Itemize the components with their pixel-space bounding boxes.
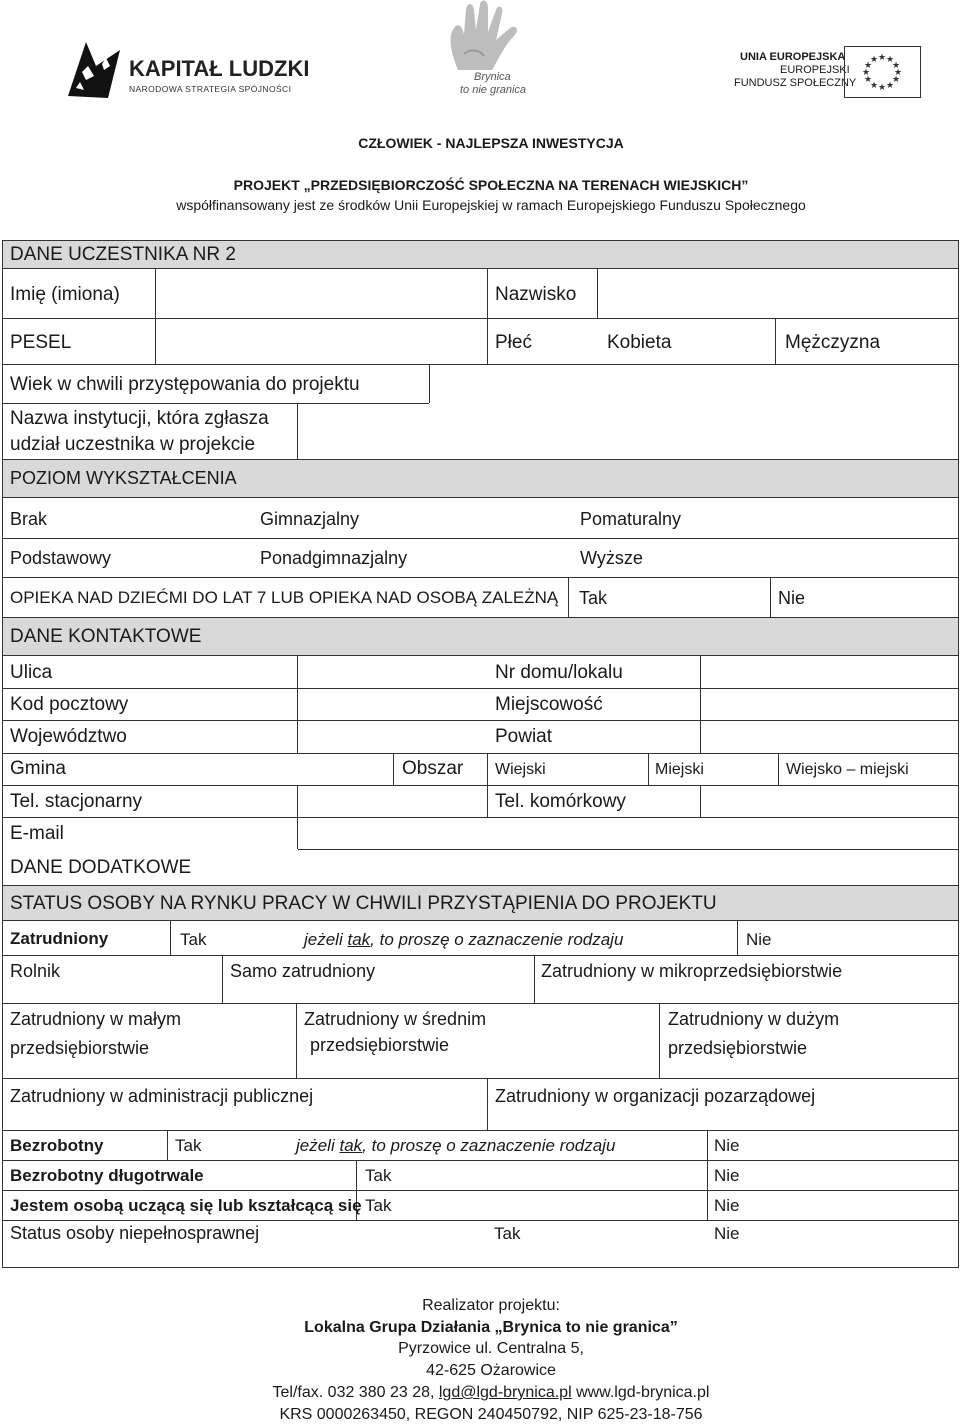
edu-postsecondary-option[interactable]: Pomaturalny bbox=[580, 509, 682, 529]
area-mixed-option[interactable]: Wiejsko – miejski bbox=[786, 761, 909, 778]
city-field[interactable] bbox=[702, 690, 956, 719]
voivodeship-label: Województwo bbox=[10, 726, 127, 747]
svg-text:★: ★ bbox=[877, 53, 887, 63]
logo-center-line1: Brynica bbox=[474, 71, 511, 83]
footer-line1: Realizator projektu: bbox=[422, 1297, 560, 1314]
voivodeship-field[interactable] bbox=[299, 722, 485, 752]
disabled-label: Status osoby niepełnosprawnej bbox=[10, 1223, 260, 1243]
institution-label-1: Nazwa instytucji, która zgłasza bbox=[10, 408, 269, 429]
svg-text:★: ★ bbox=[863, 75, 873, 85]
project-title: PROJEKT „PRZEDSIĘBIORCZOŚĆ SPOŁECZNA NA TERENACH WIEJSKICH” bbox=[233, 177, 749, 193]
house-no-field[interactable] bbox=[702, 657, 956, 687]
status-header: STATUS OSOBY NA RYNKU PRACY W CHWILI PRZYSTĄPIENIA DO PROJEKTU bbox=[10, 893, 717, 914]
area-rural-option[interactable]: Wiejski bbox=[495, 761, 546, 778]
city-label: Miejscowość bbox=[495, 694, 603, 715]
unemployed-yes-option[interactable]: Tak bbox=[175, 1136, 202, 1155]
first-name-label: Imię (imiona) bbox=[10, 284, 120, 305]
learning-label: Jestem osobą uczącą się lub kształcącą się bbox=[10, 1196, 362, 1215]
phone-label: Tel. stacjonarny bbox=[10, 791, 143, 812]
county-label: Powiat bbox=[495, 726, 553, 747]
cofinanced-note: współfinansowany jest ze środków Unii Europejskiej w ramach Europejskiego Funduszu Społecznego bbox=[176, 197, 806, 213]
logo-left-sub: NARODOWA STRATEGIA SPÓJNOŚCI bbox=[129, 84, 292, 94]
logo-left-name: KAPITAŁ LUDZKI bbox=[129, 56, 310, 81]
edu-none-option[interactable]: Brak bbox=[10, 509, 48, 529]
section-participant: DANE UCZESTNIKA NR 2 bbox=[10, 244, 236, 265]
care-label: OPIEKA NAD DZIEĆMI DO LAT 7 LUB OPIEKA NAD OSOBĄ ZALEŻNĄ bbox=[10, 588, 559, 607]
county-field[interactable] bbox=[702, 722, 956, 752]
footer-www[interactable]: www.lgd-brynica.pl bbox=[571, 1384, 710, 1401]
sex-male-option[interactable]: Mężczyzna bbox=[785, 332, 881, 353]
svg-text:★: ★ bbox=[869, 81, 879, 91]
logo-center-line2: to nie granica bbox=[460, 84, 527, 96]
disabled-yes-option[interactable]: Tak bbox=[494, 1224, 521, 1243]
unemployed-if-note: jeżeli tak, to proszę o zaznaczenie rodzaju bbox=[296, 1136, 616, 1155]
logo-right-line2: EUROPEJSKI bbox=[780, 64, 850, 76]
street-field[interactable] bbox=[299, 657, 485, 687]
svg-text:★: ★ bbox=[861, 68, 871, 78]
employed-if-note: jeżeli tak, to proszę o zaznaczenie rodzaju bbox=[304, 930, 624, 949]
age-field[interactable] bbox=[431, 366, 956, 402]
learning-yes-option[interactable]: Tak bbox=[365, 1196, 392, 1215]
small-option-line2[interactable]: przedsiębiorstwie bbox=[10, 1038, 150, 1058]
footer-email-link[interactable]: lgd@lgd-brynica.pl bbox=[438, 1384, 572, 1401]
postal-code-label: Kod pocztowy bbox=[10, 694, 129, 715]
employed-label: Zatrudniony bbox=[10, 929, 109, 948]
employed-yes-option[interactable]: Tak bbox=[180, 930, 207, 949]
public-admin-option[interactable]: Zatrudniony w administracji publicznej bbox=[10, 1086, 314, 1106]
care-yes-option[interactable]: Tak bbox=[579, 588, 608, 608]
large-option-line2[interactable]: przedsiębiorstwie bbox=[668, 1038, 808, 1058]
medium-option-line2[interactable]: przedsiębiorstwie bbox=[310, 1035, 450, 1055]
edu-upper-secondary-option[interactable]: Ponadgimnazjalny bbox=[260, 548, 408, 568]
motto: CZŁOWIEK - NAJLEPSZA INWESTYCJA bbox=[358, 135, 624, 151]
long-unemployed-yes-option[interactable]: Tak bbox=[365, 1166, 392, 1185]
institution-field[interactable] bbox=[299, 405, 956, 457]
postal-code-field[interactable] bbox=[299, 690, 485, 719]
section-contact: DANE KONTAKTOWE bbox=[10, 626, 202, 647]
pesel-field[interactable] bbox=[157, 320, 485, 362]
commune-label: Gmina bbox=[10, 758, 66, 779]
footer-line2: Lokalna Grupa Działania „Brynica to nie granica” bbox=[304, 1319, 678, 1336]
footer-line5 bbox=[0, 1385, 960, 1401]
first-name-field[interactable] bbox=[157, 270, 485, 316]
education-label: POZIOM WYKSZTAŁCENIA bbox=[10, 468, 237, 488]
mobile-field[interactable] bbox=[702, 787, 956, 816]
disabled-no-option[interactable]: Nie bbox=[714, 1224, 740, 1243]
svg-text:★: ★ bbox=[885, 81, 895, 91]
long-unemployed-label: Bezrobotny długotrwale bbox=[10, 1166, 204, 1185]
sex-female-option[interactable]: Kobieta bbox=[607, 332, 672, 353]
medium-option-line1[interactable]: Zatrudniony w średnim bbox=[304, 1009, 487, 1029]
last-name-label: Nazwisko bbox=[495, 284, 577, 305]
micro-option[interactable]: Zatrudniony w mikroprzedsiębiorstwie bbox=[541, 961, 843, 981]
last-name-field[interactable] bbox=[599, 270, 956, 316]
area-urban-option[interactable]: Miejski bbox=[655, 761, 704, 778]
sex-label: Płeć bbox=[495, 332, 532, 353]
learning-no-option[interactable]: Nie bbox=[714, 1196, 740, 1215]
footer-tel: Tel/fax. 032 380 23 28, bbox=[272, 1384, 439, 1401]
logo-right-line3: FUNDUSZ SPOŁECZNY bbox=[734, 77, 857, 89]
svg-text:★: ★ bbox=[891, 75, 901, 85]
street-label: Ulica bbox=[10, 662, 53, 683]
unemployed-no-option[interactable]: Nie bbox=[714, 1136, 740, 1155]
self-employed-option[interactable]: Samo zatrudniony bbox=[230, 961, 376, 981]
footer-line6: KRS 0000263450, REGON 240450792, NIP 625-23-18-756 bbox=[279, 1406, 703, 1423]
edu-gymnasium-option[interactable]: Gimnazjalny bbox=[260, 509, 360, 529]
edu-higher-option[interactable]: Wyższe bbox=[580, 548, 643, 568]
svg-text:★: ★ bbox=[863, 61, 873, 71]
commune-field[interactable] bbox=[120, 755, 390, 784]
institution-label-2: udział uczestnika w projekcie bbox=[10, 434, 256, 455]
pesel-label: PESEL bbox=[10, 332, 72, 353]
care-no-option[interactable]: Nie bbox=[778, 588, 806, 608]
logo-right-line1: UNIA EUROPEJSKA bbox=[740, 51, 846, 63]
area-label: Obszar bbox=[402, 758, 464, 779]
svg-text:★: ★ bbox=[893, 68, 903, 78]
edu-primary-option[interactable]: Podstawowy bbox=[10, 548, 112, 568]
employed-no-option[interactable]: Nie bbox=[746, 930, 772, 949]
long-unemployed-no-option[interactable]: Nie bbox=[714, 1166, 740, 1185]
email-label: E-mail bbox=[10, 823, 64, 844]
farmer-option[interactable]: Rolnik bbox=[10, 961, 61, 981]
unemployed-label: Bezrobotny bbox=[10, 1136, 104, 1155]
house-no-label: Nr domu/lokalu bbox=[495, 662, 623, 683]
small-option-line1[interactable]: Zatrudniony w małym bbox=[10, 1009, 182, 1029]
large-option-line1[interactable]: Zatrudniony w dużym bbox=[668, 1009, 840, 1029]
svg-text:★: ★ bbox=[891, 61, 901, 71]
svg-text:★: ★ bbox=[869, 55, 879, 65]
mobile-label: Tel. komórkowy bbox=[495, 791, 626, 812]
footer-line4: 42-625 Ożarowice bbox=[426, 1362, 556, 1379]
svg-text:★: ★ bbox=[877, 83, 887, 93]
svg-text:★: ★ bbox=[885, 55, 895, 65]
ngo-option[interactable]: Zatrudniony w organizacji pozarządowej bbox=[495, 1086, 816, 1106]
section-additional: DANE DODATKOWE bbox=[10, 857, 192, 878]
age-label: Wiek w chwili przystępowania do projektu bbox=[10, 374, 360, 395]
footer-line3: Pyrzowice ul. Centralna 5, bbox=[398, 1340, 584, 1357]
phone-field[interactable] bbox=[299, 787, 485, 816]
email-field[interactable] bbox=[299, 819, 956, 848]
